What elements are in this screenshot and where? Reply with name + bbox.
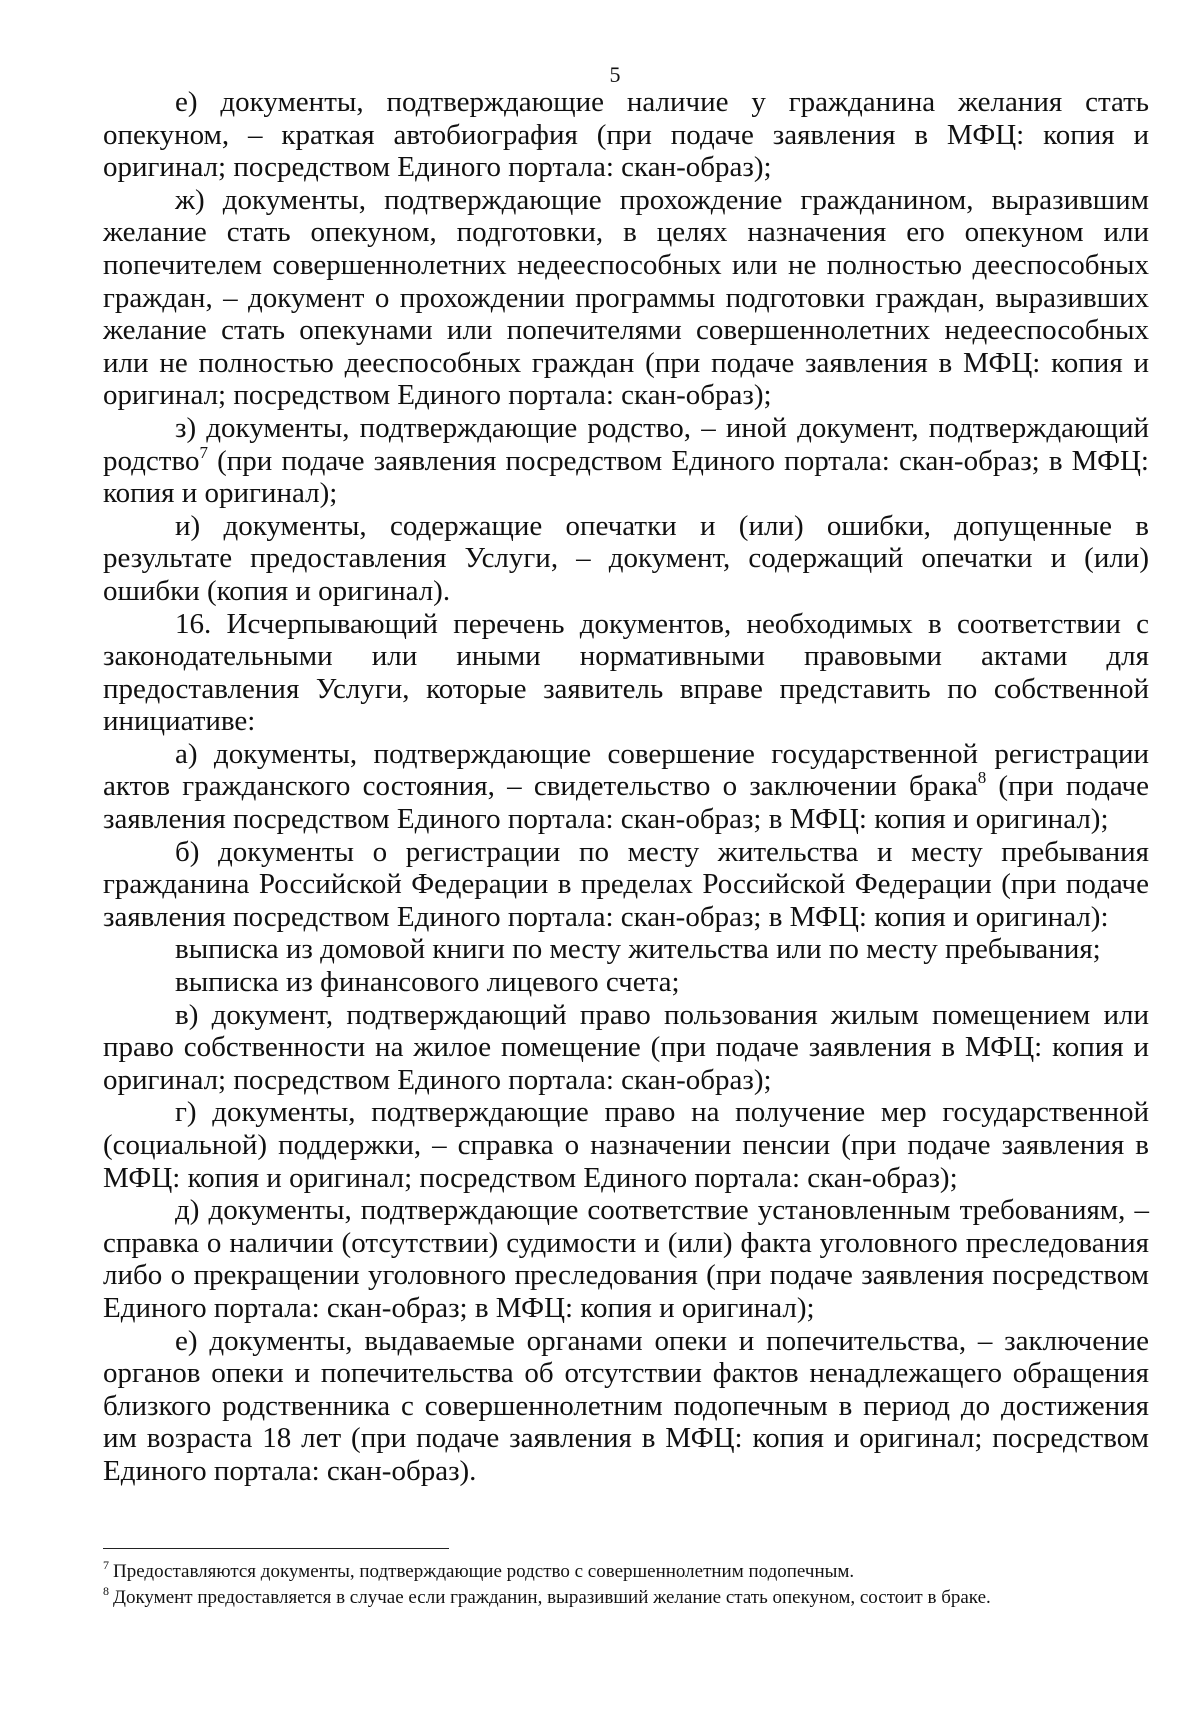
paragraph-text: з) документы, подтверждающие родство, – иной документ, подтверждающий родство [103, 411, 1149, 477]
paragraph-zh-training: ж) документы, подтверждающие прохождение гражданином, выразившим желание стать опекуном, подготовки, в целях назначения его опекуном или попечителем совершеннолетних недееспособных или не полностью дееспособных граждан, – документ о прохождении программы подготовки граждан, выразивших желание стать опекунами или попечителями совершеннолетних недееспособных или не полностью дееспособных граждан (при подаче заявления в МФЦ: копия и оригинал; посредством Единого портала: скан-образ); [103, 183, 1149, 412]
paragraph-16-list: 16. Исчерпывающий перечень документов, необходимых в соответствии с законодательными или иными нормативными правовыми актами для предоставления Услуги, которые заявитель вправе представить по собственной инициативе: [103, 607, 1149, 738]
document-body [103, 86, 1149, 1488]
paragraph-i-errors: и) документы, содержащие опечатки и (или) ошибки, допущенные в результате предоставления Услуги, – документ, содержащий опечатки и (или) ошибки (копия и оригинал). [103, 509, 1149, 607]
footnote-text: Предоставляются документы, подтверждающие родство с совершеннолетним подопечным. [113, 1561, 855, 1582]
footnote-8 [103, 1585, 1149, 1611]
footnote-ref: 7 [199, 442, 208, 462]
paragraph-text: а) документы, подтверждающие совершение государственной регистрации актов гражданского состояния, – свидетельство о заключении брака [103, 737, 1149, 803]
paragraph-z-kinship [103, 412, 1149, 510]
paragraph-v-housing: в) документ, подтверждающий право пользования жилым помещением или право собственности на жилое помещение (при подаче заявления в МФЦ: копия и оригинал; посредством Единого портала: скан-образ); [103, 998, 1149, 1096]
paragraph-text: (при подаче заявления посредством Единого портала: скан-образ; в МФЦ: копия и оригинал); [103, 444, 1149, 510]
footnote-divider [103, 1548, 449, 1549]
footnote-text: Документ предоставляется в случае если гражданин, выразивший желание стать опекуном, состоит в браке. [113, 1587, 991, 1608]
paragraph-e-autobiography: е) документы, подтверждающие наличие у гражданина желания стать опекуном, – краткая автобиография (при подаче заявления в МФЦ: копия и оригинал; посредством Единого портала: скан-образ); [103, 86, 1149, 184]
footnote-mark: 8 [103, 1584, 109, 1598]
footnote-ref: 8 [977, 768, 987, 788]
paragraph-e-guardianship: е) документы, выдаваемые органами опеки и попечительства, – заключение органов опеки и попечительства об отсутствии фактов ненадлежащего обращения близкого родственника с совершеннолетним подопечным в период до достижения им возраста 18 лет (при подаче заявления в МФЦ: копия и оригинал; посредством Единого портала: скан-образ). [103, 1324, 1149, 1487]
paragraph-account-extract: выписка из финансового лицевого счета; [175, 966, 680, 999]
paragraph-a-civil-acts [103, 738, 1149, 836]
paragraph-b-registration: б) документы о регистрации по месту жительства и месту пребывания гражданина Российской Федерации в пределах Российской Федерации (при подаче заявления посредством Единого портала: скан-образ; в МФЦ: копия и оригинал): [103, 835, 1149, 933]
footnotes [103, 1559, 1149, 1611]
paragraph-house-book-extract: выписка из домовой книги по месту жительства или по месту пребывания; [175, 933, 1101, 966]
paragraph-text: (при подаче заявления посредством Единого портала: скан-образ; в МФЦ: копия и оригинал); [103, 770, 1149, 836]
page-number: 5 [609, 62, 621, 87]
paragraph-d-criminal-record: д) документы, подтверждающие соответствие установленным требованиям, – справка о наличии (отсутствии) судимости и (или) факта уголовного преследования либо о прекращении уголовного преследования (при подаче заявления посредством Единого портала: скан-образ; в МФЦ: копия и оригинал); [103, 1194, 1149, 1324]
paragraph-g-social-support: г) документы, подтверждающие право на получение мер государственной (социальной) поддержки, – справка о назначении пенсии (при подаче заявления в МФЦ: копия и оригинал; посредством Единого портала: скан-образ); [103, 1096, 1149, 1194]
footnote-7 [103, 1559, 1149, 1585]
footnote-mark: 7 [103, 1558, 109, 1572]
